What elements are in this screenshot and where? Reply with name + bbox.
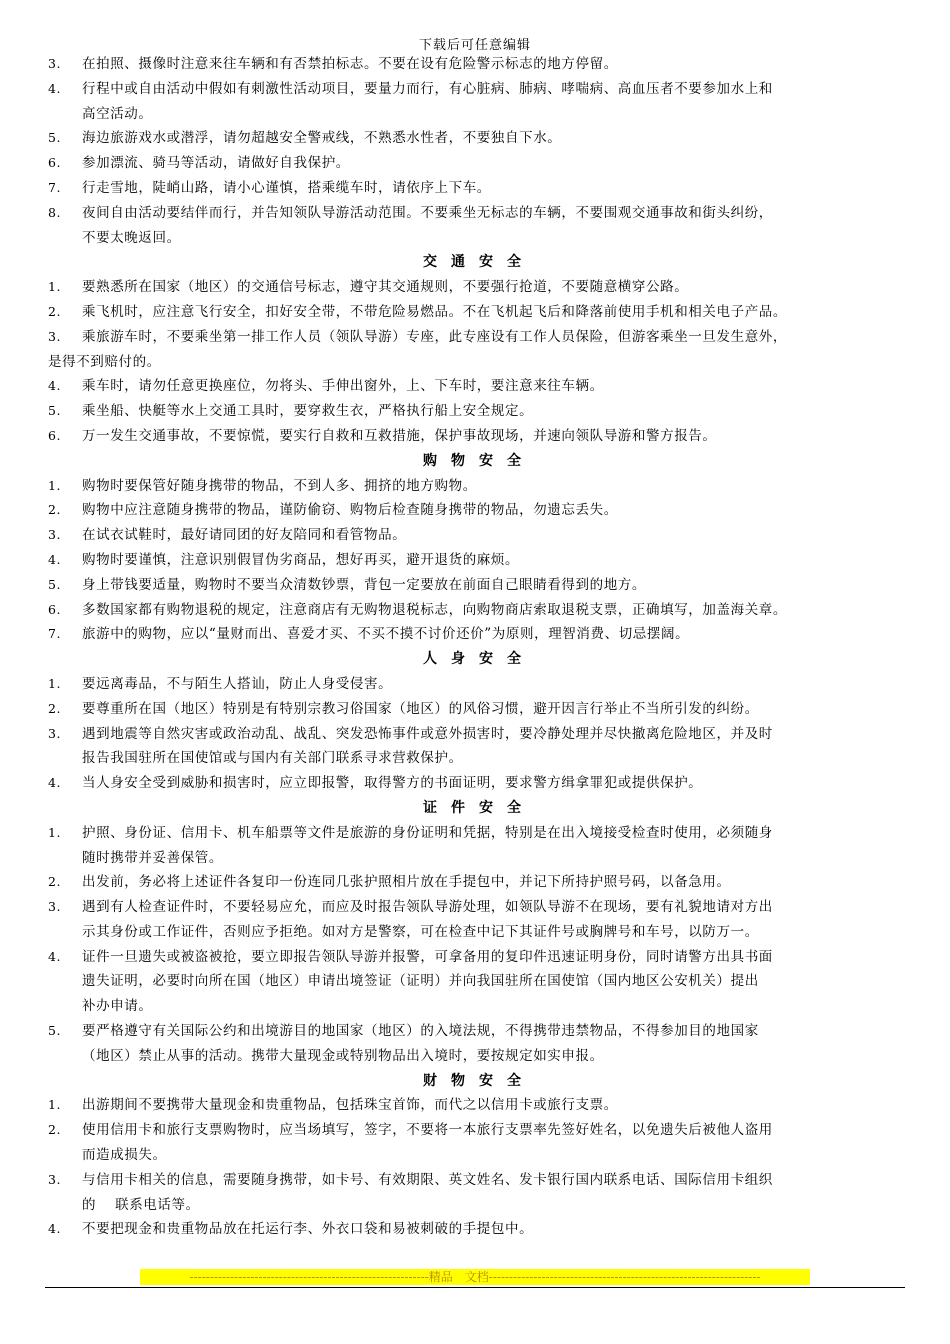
- list-item: [48, 474, 910, 499]
- list-item-continuation: [48, 746, 910, 771]
- item-number: 1.: [48, 675, 62, 691]
- list-item: [48, 622, 910, 647]
- item-text: 要尊重所在国（地区）特别是有特别宗教习俗国家（地区）的风俗习惯，避开因言行举止不当所引发的纠纷。: [82, 700, 759, 717]
- item-text: 出发前，务必将上述证件各复印一份连同几张护照相片放在手提包中，并记下所持护照号码，以备急用。: [82, 874, 731, 891]
- list-item-continuation: [48, 226, 910, 251]
- item-number: 3.: [48, 1171, 62, 1187]
- list-item: [48, 1093, 910, 1118]
- list-item: [48, 77, 910, 102]
- item-text: 要远离毒品，不与陌生人搭讪，防止人身受侵害。: [82, 675, 393, 692]
- list-item: [48, 697, 910, 722]
- list-item: [48, 176, 910, 201]
- item-text: 护照、身份证、信用卡、机车船票等文件是旅游的身份证明和凭据，特别是在出入境接受检查时使用，必须随身: [82, 824, 773, 841]
- item-text: 而造成损失。: [82, 1147, 167, 1164]
- item-number: 3.: [48, 725, 62, 741]
- list-item: [48, 573, 910, 598]
- list-item: [48, 672, 910, 697]
- item-text: 遇到有人检查证件时，不要轻易应允，而应及时报告领队导游处理，如领队导游不在现场，要有礼貌地请对方出: [82, 899, 773, 916]
- item-text: 乘坐船、快艇等水上交通工具时，要穿救生衣，严格执行船上安全规定。: [82, 403, 534, 420]
- item-text: 海边旅游戏水或潜浮，请勿超越安全警戒线，不熟悉水性者，不要独自下水。: [82, 130, 562, 147]
- item-text: 高空活动。: [82, 105, 153, 122]
- item-text: 旅游中的购物，应以“量财而出、喜爱才买、不买不摸不讨价还价”为原则，理智消费、切忌摆阔。: [82, 626, 690, 643]
- item-text: 不要太晚返回。: [82, 229, 181, 246]
- item-text: （地区）禁止从事的活动。携带大量现金或特别物品出入境时，要按规定如实申报。: [82, 1047, 604, 1064]
- item-number: 3.: [48, 56, 62, 71]
- item-text: 乘飞机时，应注意飞行安全，扣好安全带，不带危险易燃品。不在飞机起飞后和降落前使用手机和相关电子产品。: [82, 303, 787, 320]
- list-item: [48, 821, 910, 846]
- list-item: [48, 598, 910, 623]
- item-number: 5.: [48, 403, 62, 419]
- item-number: 3.: [48, 527, 62, 543]
- item-text: 乘旅游车时，不要乘坐第一排工作人员（领队导游）专座，此专座设有工作人员保险，但游客乘坐一旦发生意外，: [82, 328, 787, 345]
- item-number: 3.: [48, 899, 62, 915]
- item-number: 5.: [48, 130, 62, 146]
- item-text: 购物时要谨慎，注意识别假冒伪劣商品，想好再买，避开退货的麻烦。: [82, 551, 520, 568]
- list-item: [48, 374, 910, 399]
- item-number: 1.: [48, 1097, 62, 1113]
- footer-banner: -----------------------------------------------------------精品 文档-------------------------------------------------------------------: [140, 1269, 810, 1285]
- item-text: 当人身安全受到威胁和损害时，应立即报警，取得警方的书面证明，要求警方缉拿罪犯或提供保护。: [82, 775, 703, 792]
- list-item: [48, 399, 910, 424]
- item-number: 2.: [48, 1122, 62, 1138]
- item-text: 身上带钱要适量，购物时不要当众清数钞票，背包一定要放在前面自己眼睛看得到的地方。: [82, 576, 646, 593]
- list-item: [48, 325, 910, 350]
- item-text: 多数国家都有购物退税的规定，注意商店有无购物退税标志，向购物商店索取退税支票，正确填写，加盖海关章。: [82, 601, 787, 618]
- item-number: 6.: [48, 427, 62, 443]
- list-item: [48, 1168, 910, 1193]
- item-number: 2.: [48, 303, 62, 319]
- item-number: 7.: [48, 179, 62, 195]
- list-item: [48, 424, 910, 449]
- list-item: [48, 126, 910, 151]
- list-item: [48, 498, 910, 523]
- item-number: 3.: [48, 328, 62, 344]
- item-text: 与信用卡相关的信息，需要随身携带，如卡号、有效期限、英文姓名、发卡银行国内联系电话、国际信用卡组织: [82, 1171, 773, 1188]
- list-item-continuation: [48, 846, 910, 871]
- list-item: [48, 300, 910, 325]
- item-text: 购物时要保管好随身携带的物品，不到人多、拥挤的地方购物。: [82, 477, 477, 494]
- item-number: 4.: [48, 1221, 62, 1237]
- item-text: 随时携带并妥善保管。: [82, 849, 223, 866]
- footer-rule: [45, 1287, 905, 1288]
- item-number: 4.: [48, 948, 62, 964]
- item-text: 补办申请。: [82, 998, 153, 1015]
- item-text: 要熟悉所在国家（地区）的交通信号标志，遵守其交通规则，不要强行抢道，不要随意横穿公路。: [82, 279, 689, 296]
- item-text: 行走雪地，陡峭山路，请小心谨慎，搭乘缆车时，请依序上下车。: [82, 179, 491, 196]
- item-number: 6.: [48, 155, 62, 171]
- item-text: 乘车时，请勿任意更换座位，勿将头、手伸出窗外，上、下车时，要注意来往车辆。: [82, 378, 604, 395]
- list-item: [48, 945, 910, 970]
- list-item: [48, 523, 910, 548]
- header-note: 下载后可任意编辑: [418, 38, 531, 53]
- item-text: 遗失证明，必要时向所在国（地区）申请出境签证（证明）并向我国驻所在国使馆（国内地区公安机关）提出: [82, 973, 759, 990]
- item-text: 在拍照、摄像时注意来往车辆和有否禁拍标志。不要在设有危险警示标志的地方停留。: [82, 56, 618, 72]
- item-number: 1.: [48, 477, 62, 493]
- item-text: 是得不到赔付的。: [48, 353, 161, 370]
- item-text: 不要把现金和贵重物品放在托运行李、外衣口袋和易被刺破的手提包中。: [82, 1221, 534, 1238]
- section-heading: 证件安全: [423, 799, 535, 816]
- item-number: 8.: [48, 204, 62, 220]
- list-item: [48, 722, 910, 747]
- item-number: 2.: [48, 502, 62, 518]
- item-number: 4.: [48, 551, 62, 567]
- item-number: 7.: [48, 626, 62, 642]
- list-item-continuation: [48, 920, 910, 945]
- list-item-continuation: [48, 350, 910, 375]
- list-item-continuation: [48, 994, 910, 1019]
- list-item: [48, 151, 910, 176]
- item-text: 出游期间不要携带大量现金和贵重物品，包括珠宝首饰，而代之以信用卡或旅行支票。: [82, 1097, 618, 1114]
- list-item-continuation: [48, 1193, 910, 1218]
- list-item: [48, 1019, 910, 1044]
- list-item-continuation: [48, 969, 910, 994]
- document-body: [48, 52, 910, 1242]
- list-item: [48, 201, 910, 226]
- item-number: 4.: [48, 378, 62, 394]
- item-text: 报告我国驻所在国使馆或与国内有关部门联系寻求营救保护。: [82, 750, 463, 767]
- item-number: 1.: [48, 279, 62, 295]
- section-heading: 财物安全: [423, 1072, 535, 1089]
- list-item: [48, 895, 910, 920]
- item-number: 5.: [48, 1023, 62, 1039]
- item-text: 证件一旦遗失或被盗被抢，要立即报告领队导游并报警，可拿备用的复印件迅速证明身份，同时请警方出具书面: [82, 948, 773, 965]
- item-text: 遇到地震等自然灾害或政治动乱、战乱、突发恐怖事件或意外损害时，要冷静处理并尽快撤离危险地区，并及时: [82, 725, 773, 742]
- item-number: 2.: [48, 874, 62, 890]
- item-text: 示其身份或工作证件，否则应予拒绝。如对方是警察，可在检查中记下其证件号或胸牌号和车号，以防万一。: [82, 923, 759, 940]
- section-heading: 人身安全: [423, 651, 535, 668]
- item-text: 购物中应注意随身携带的物品，谨防偷窃、购物后检查随身携带的物品，勿遗忘丢失。: [82, 502, 618, 519]
- list-item: [48, 1118, 910, 1143]
- list-item: [48, 1217, 910, 1242]
- item-number: 5.: [48, 576, 62, 592]
- item-text: 要严格遵守有关国际公约和出境游目的地国家（地区）的入境法规，不得携带违禁物品，不得参加目的地国家: [82, 1023, 759, 1040]
- item-text: 使用信用卡和旅行支票购物时，应当场填写，签字，不要将一本旅行支票率先签好姓名，以免遗失后被他人盗用: [82, 1122, 773, 1139]
- list-item-continuation: [48, 1143, 910, 1168]
- item-number: 4.: [48, 80, 62, 96]
- item-text: 参加漂流、骑马等活动，请做好自我保护。: [82, 155, 350, 172]
- item-number: 4.: [48, 775, 62, 791]
- list-item: [48, 548, 910, 573]
- item-text: 万一发生交通事故，不要惊慌，要实行自救和互救措施，保护事故现场，并速向领队导游和警方报告。: [82, 427, 717, 444]
- list-item: [48, 771, 910, 796]
- item-text: 的 联系电话等。: [82, 1196, 200, 1213]
- item-text: 行程中或自由活动中假如有刺激性活动项目，要量力而行，有心脏病、肺病、哮喘病、高血压者不要参加水上和: [82, 80, 773, 97]
- list-item-continuation: [48, 1044, 910, 1069]
- item-number: 2.: [48, 700, 62, 716]
- item-text: 夜间自由活动要结伴而行，并告知领队导游活动范围。不要乘坐无标志的车辆，不要围观交通事故和街头纠纷，: [82, 204, 773, 221]
- item-text: 在试衣试鞋时，最好请同团的好友陪同和看管物品。: [82, 527, 407, 544]
- list-item: [48, 52, 910, 77]
- list-item: [48, 275, 910, 300]
- section-heading: 交通安全: [423, 254, 535, 271]
- list-item-continuation: [48, 102, 910, 127]
- item-number: 6.: [48, 601, 62, 617]
- list-item: [48, 870, 910, 895]
- item-number: 1.: [48, 824, 62, 840]
- section-heading: 购物安全: [423, 452, 535, 469]
